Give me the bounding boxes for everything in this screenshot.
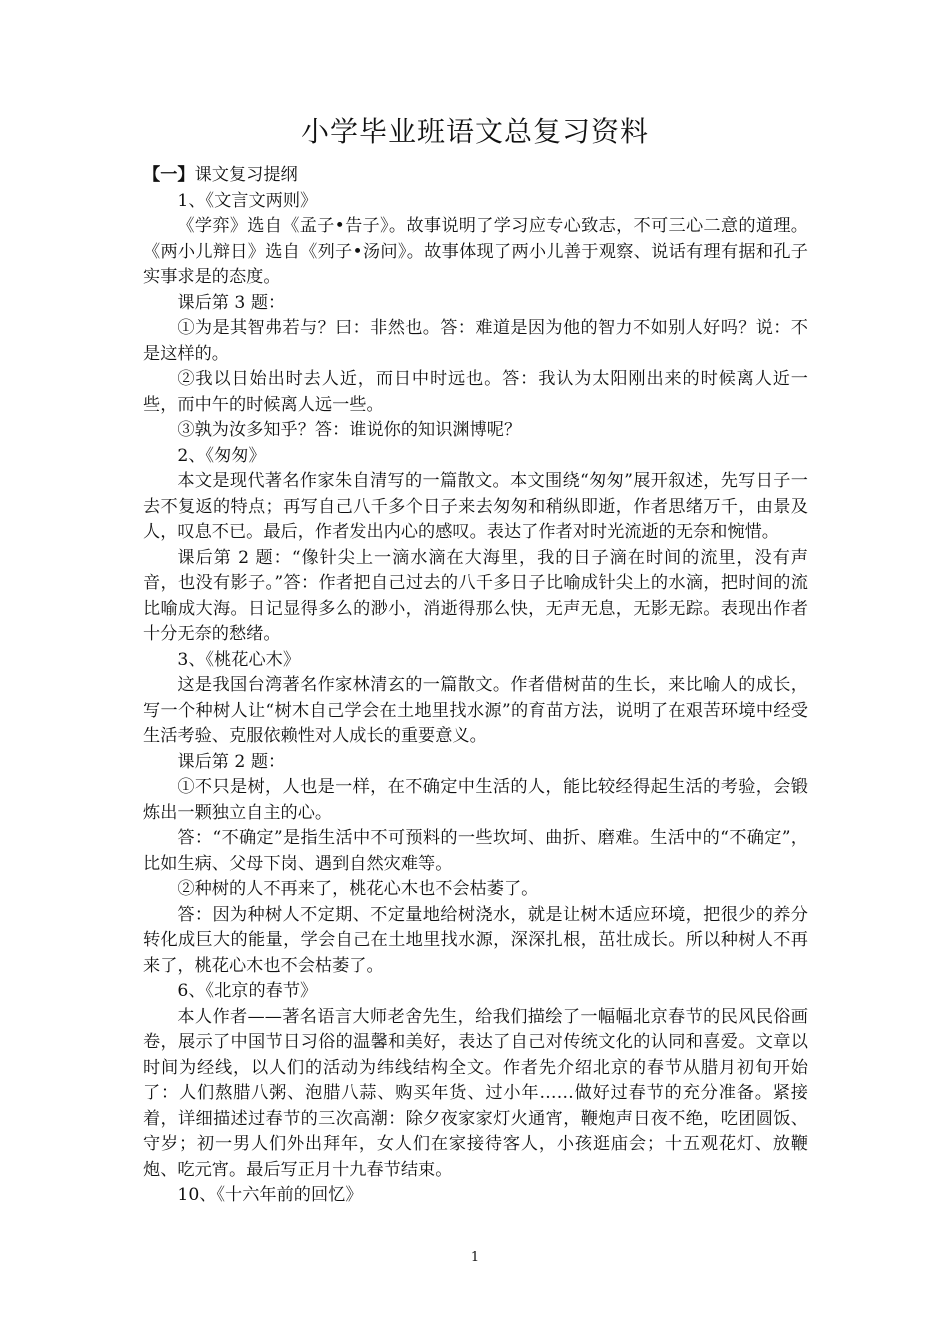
summary-paragraph: 《学弈》选自《孟子•告子》。故事说明了学习应专心致志，不可三心二意的道理。《两小儿辩日》选自《列子•汤问》。故事体现了两小儿善于观察、说话有理有据和孔子实事求是的态度。 [143,216,808,287]
answer-paragraph: ②我以日始出时去人近，而日中时远也。答：我认为太阳刚出来的时候离人近一些，而中午的时候离人远一些。 [143,369,808,415]
lesson-heading: 3、《桃花心木》 [177,649,301,670]
summary-paragraph: 本人作者——著名语言大师老舍先生，给我们描绘了一幅幅北京春节的民风民俗画卷，展示了中国节日习俗的温馨和美好，表达了自己对传统文化的认同和喜爱。文章以时间为经线，以人们的活动为纬线结构全文。作者先介绍北京的春节从腊月初旬开始了：人们熬腊八粥、泡腊八蒜、购买年货、过小年……做好过春节的充分准备。紧接着，详细描述过春节的三次高潮：除夕夜家家灯火通宵，鞭炮声日夜不绝，吃团圆饭、守岁；初一男人们外出拜年，女人们在家接待客人，小孩逛庙会；十五观花灯、放鞭炮、吃元宵。最后写正月十九春节结束。 [143,1006,808,1180]
document-body [143,163,808,1209]
exercise-heading: 课后第 2 题： [177,751,286,772]
lesson-heading: 1、《文言文两则》 [177,190,318,211]
section-heading [143,163,808,189]
summary-paragraph: 本文是现代著名作家朱自清写的一篇散文。本文围绕“匆匆”展开叙述，先写日子一去不复返的特点；再写自己八千多个日子来去匆匆和稍纵即逝，作者思绪万千，由景及人，叹息不已。最后，作者发出内心的感叹。表达了作者对时光流逝的无奈和惋惜。 [143,471,808,542]
section-label: 【一】 [143,165,195,185]
summary-paragraph: 这是我国台湾著名作家林清玄的一篇散文。作者借树苗的生长，来比喻人的成长，写一个种树人让“树木自己学会在土地里找水源”的育苗方法，说明了在艰苦环境中经受生活考验、克服依赖性对人成长的重要意义。 [143,675,808,746]
page-number: 1 [470,1250,480,1265]
answer-paragraph: ①不只是树，人也是一样，在不确定中生活的人，能比较经得起生活的考验，会锻炼出一颗独立自主的心。 [143,777,808,823]
answer-paragraph: 课后第 2 题：“像针尖上一滴水滴在大海里，我的日子滴在时间的流里，没有声音，也没有影子。”答：作者把自己过去的八千多日子比喻成针尖上的水滴，把时间的流比喻成大海。日记显得多么的渺小，消逝得那么快，无声无息，无影无踪。表现出作者十分无奈的愁绪。 [143,547,808,644]
answer-paragraph: ③孰为汝多知乎？答：谁说你的知识渊博呢？ [177,420,522,440]
lesson-heading: 6、《北京的春节》 [177,981,318,1001]
lesson-heading: 2、《匆匆》 [177,445,266,466]
answer-paragraph: 答：“不确定”是指生活中不可预料的一些坎坷、曲折、磨难。生活中的“不确定”，比如生病、父母下岗、遇到自然灾难等。 [143,828,808,874]
document-title: 小学毕业班语文总复习资料 [300,115,649,148]
exercise-heading: 课后第 3 题： [177,292,286,313]
lesson-heading: 10、《十六年前的回忆》 [177,1185,363,1205]
section-title: 课文复习提纲 [194,165,298,185]
answer-paragraph: ①为是其智弗若与？曰：非然也。答：难道是因为他的智力不如别人好吗？说：不是这样的。 [143,318,808,364]
answer-paragraph: 答：因为种树人不定期、不定量地给树浇水，就是让树木适应环境，把很少的养分转化成巨大的能量，学会自己在土地里找水源，深深扎根，茁壮成长。所以种树人不再来了，桃花心木也不会枯萎了。 [143,904,808,976]
answer-paragraph: ②种树的人不再来了，桃花心木也不会枯萎了。 [177,879,539,899]
